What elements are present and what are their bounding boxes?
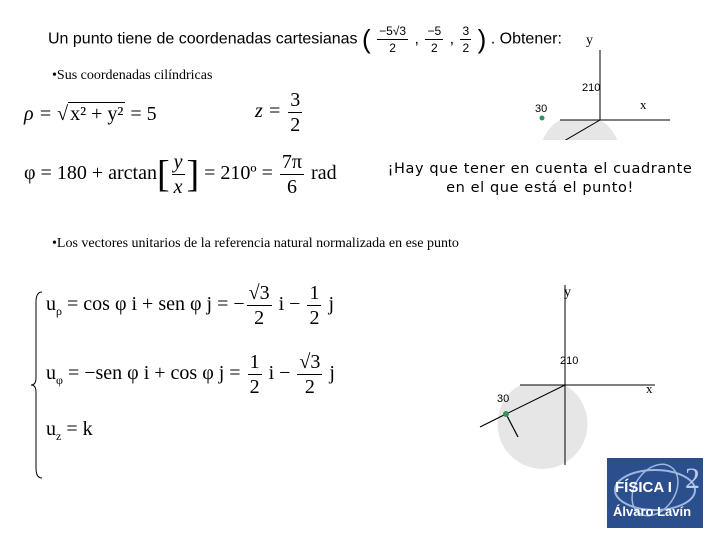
label-x: x [646,381,653,396]
quadrant-note: ¡Hay que tener en cuenta el cuadrante en el que está el punto! [387,161,693,196]
problem-statement: Un punto tiene de coordenadas cartesianas ( $\frac{-5√3}{2}$ , $\frac{-5}{2}$ , $\frac{3}{2}$ ) . Obtener: [48,24,562,55]
u-phi-equation: $u_\varphi = -sen$ φ i + cos φ j = $\frac{1}{2}$ i − $\frac{√3}{2}$ j [46,351,335,398]
logo-badge: 2 [685,462,700,495]
bullet-unit-vectors: •Los vectores unitarios de la referencia natural normalizada en ese punto [52,236,459,251]
paren-open: ( [362,24,371,54]
z-equation: z = $\frac{3}{2}$ [255,89,301,136]
z-fraction: $\frac{3}{2}$ [290,89,301,136]
rho-radicand: x² + y² [70,103,124,125]
label-y: y [564,285,571,300]
rho-equation: ρ = √ x² + y² = 5 [24,103,157,125]
bullet-cylindrical: •Sus coordenadas cilíndricas [52,68,213,83]
point-marker [503,411,509,417]
phi-rad-fraction: $\frac{7\pi}{6}$ [281,151,303,198]
logo-title: FÍSICA I [615,479,672,496]
label-30: 30 [497,393,510,405]
title-suffix: . Obtener: [490,30,562,48]
label-210: 210 [582,82,601,94]
logo-author: Álvaro Lavín [613,504,692,519]
phi-arctan-arg: $\frac{y}{x}$ [173,151,183,198]
u-z-equation: $u_z = k$ [46,418,93,443]
fisica-logo [607,458,703,528]
title-prefix: Un punto tiene de coordenadas cartesianas [48,30,358,48]
polar-diagram-bottom [460,280,670,480]
angle-sector-210 [540,120,620,140]
coord-y: $\frac{-5}{2}$ [427,24,442,55]
coord-z: $\frac{3}{2}$ [462,24,470,55]
label-x: x [640,97,647,112]
label-y: y [586,33,593,48]
point-marker [540,116,545,121]
sqrt-sign: √ [57,103,69,125]
label-210: 210 [560,355,579,367]
paren-close: ) [477,24,487,54]
label-30: 30 [535,103,548,115]
angle-sector-210 [498,385,588,469]
polar-diagram-top [520,30,690,140]
coord-x: $\frac{-5√3}{2}$ [379,24,407,55]
u-rho-equation: $u_\rho = \cos \varphi$ i + sen φ j = − $\frac{√3}{2}$ i − $\frac{1}{2}$ j [46,282,335,329]
phi-equation: φ = 180 + arctan[ $\frac{y}{x}$ ] = 210º = $\frac{7\pi}{6}$ rad [24,151,337,198]
system-brace [30,290,44,480]
